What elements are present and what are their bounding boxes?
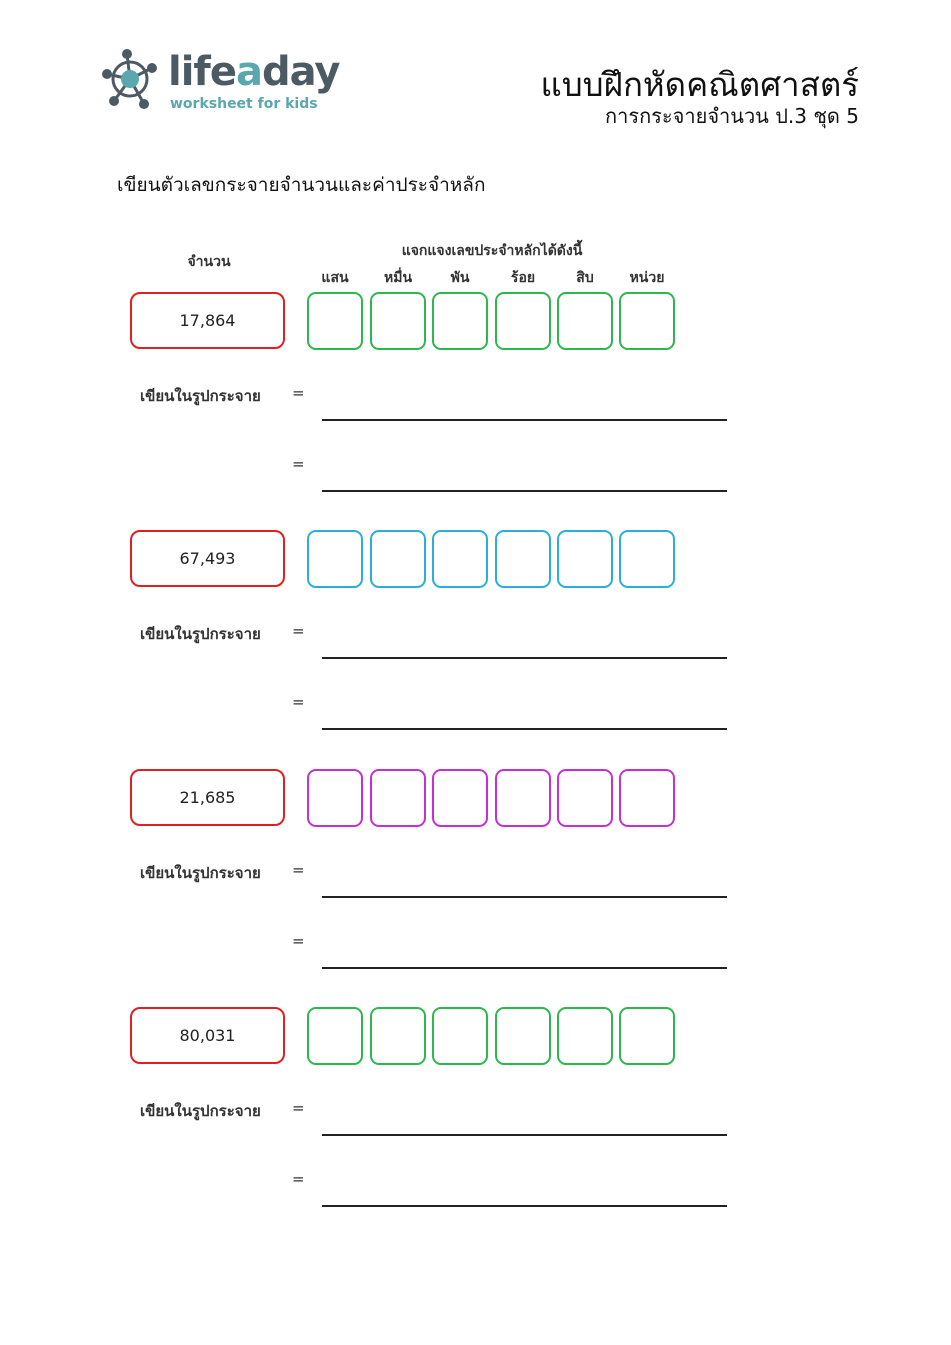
place-header-thousands: พัน [450, 270, 470, 286]
place-header-ten-thousands: หมื่น [383, 270, 413, 286]
number-box: 67,493 [130, 530, 285, 587]
worksheet-subtitle: การกระจายจำนวน ป.3 ชุด 5 [604, 104, 859, 128]
number-column-header: จำนวน [187, 254, 231, 270]
expanded-form-label: เขียนในรูปกระจาย [140, 625, 261, 643]
expanded-form-label: เขียนในรูปกระจาย [140, 1102, 261, 1120]
digit-box-tens[interactable] [557, 769, 613, 827]
problem-block [0, 292, 951, 530]
digit-box-ten-thousands[interactable] [370, 1007, 426, 1065]
equals-sign: = [292, 1170, 305, 1188]
digit-box-hundreds[interactable] [495, 530, 551, 588]
digit-box-hundred-thousands[interactable] [307, 530, 363, 588]
digit-box-hundreds[interactable] [495, 769, 551, 827]
expanded-form-label: เขียนในรูปกระจาย [140, 387, 261, 405]
digit-box-tens[interactable] [557, 530, 613, 588]
equals-sign: = [292, 455, 305, 473]
logo-wordmark: lifeaday [168, 49, 340, 95]
digit-box-units[interactable] [619, 769, 675, 827]
digit-box-units[interactable] [619, 530, 675, 588]
number-box: 80,031 [130, 1007, 285, 1064]
digit-box-tens[interactable] [557, 1007, 613, 1065]
answer-line[interactable] [322, 490, 727, 492]
digit-box-units[interactable] [619, 292, 675, 350]
equals-sign: = [292, 693, 305, 711]
place-header-tens: สิบ [576, 270, 594, 286]
equals-sign: = [292, 1099, 305, 1117]
digit-box-thousands[interactable] [432, 769, 488, 827]
digit-box-hundreds[interactable] [495, 1007, 551, 1065]
digit-box-ten-thousands[interactable] [370, 530, 426, 588]
digit-box-thousands[interactable] [432, 292, 488, 350]
answer-line[interactable] [322, 419, 727, 421]
instruction-text: เขียนตัวเลขกระจายจำนวนและค่าประจำหลัก [117, 174, 486, 196]
equals-sign: = [292, 861, 305, 879]
place-header-hundred-thousands: แสน [321, 270, 349, 286]
worksheet-title: แบบฝึกหัดคณิตศาสตร์ [540, 65, 859, 104]
problem-block [0, 530, 951, 768]
equals-sign: = [292, 932, 305, 950]
digit-box-thousands[interactable] [432, 1007, 488, 1065]
equals-sign: = [292, 384, 305, 402]
digit-box-hundred-thousands[interactable] [307, 769, 363, 827]
digit-box-hundred-thousands[interactable] [307, 292, 363, 350]
answer-line[interactable] [322, 657, 727, 659]
answer-line[interactable] [322, 896, 727, 898]
equals-sign: = [292, 622, 305, 640]
logo-tagline: worksheet for kids [170, 96, 318, 112]
lifeaday-logo [100, 46, 340, 116]
answer-line[interactable] [322, 728, 727, 730]
problem-block [0, 769, 951, 1007]
digit-box-hundred-thousands[interactable] [307, 1007, 363, 1065]
number-box: 17,864 [130, 292, 285, 349]
digit-box-ten-thousands[interactable] [370, 292, 426, 350]
answer-line[interactable] [322, 1134, 727, 1136]
expanded-form-label: เขียนในรูปกระจาย [140, 864, 261, 882]
answer-line[interactable] [322, 967, 727, 969]
digit-box-thousands[interactable] [432, 530, 488, 588]
place-header-units: หน่วย [629, 270, 665, 286]
number-box: 21,685 [130, 769, 285, 826]
digit-box-hundreds[interactable] [495, 292, 551, 350]
place-value-caption: แจกแจงเลขประจำหลักได้ดังนี้ [401, 243, 583, 259]
digit-box-tens[interactable] [557, 292, 613, 350]
digit-box-units[interactable] [619, 1007, 675, 1065]
digit-box-ten-thousands[interactable] [370, 769, 426, 827]
problem-block [0, 1007, 951, 1245]
place-header-hundreds: ร้อย [510, 270, 536, 286]
logo-molecule-icon [100, 46, 166, 112]
answer-line[interactable] [322, 1205, 727, 1207]
